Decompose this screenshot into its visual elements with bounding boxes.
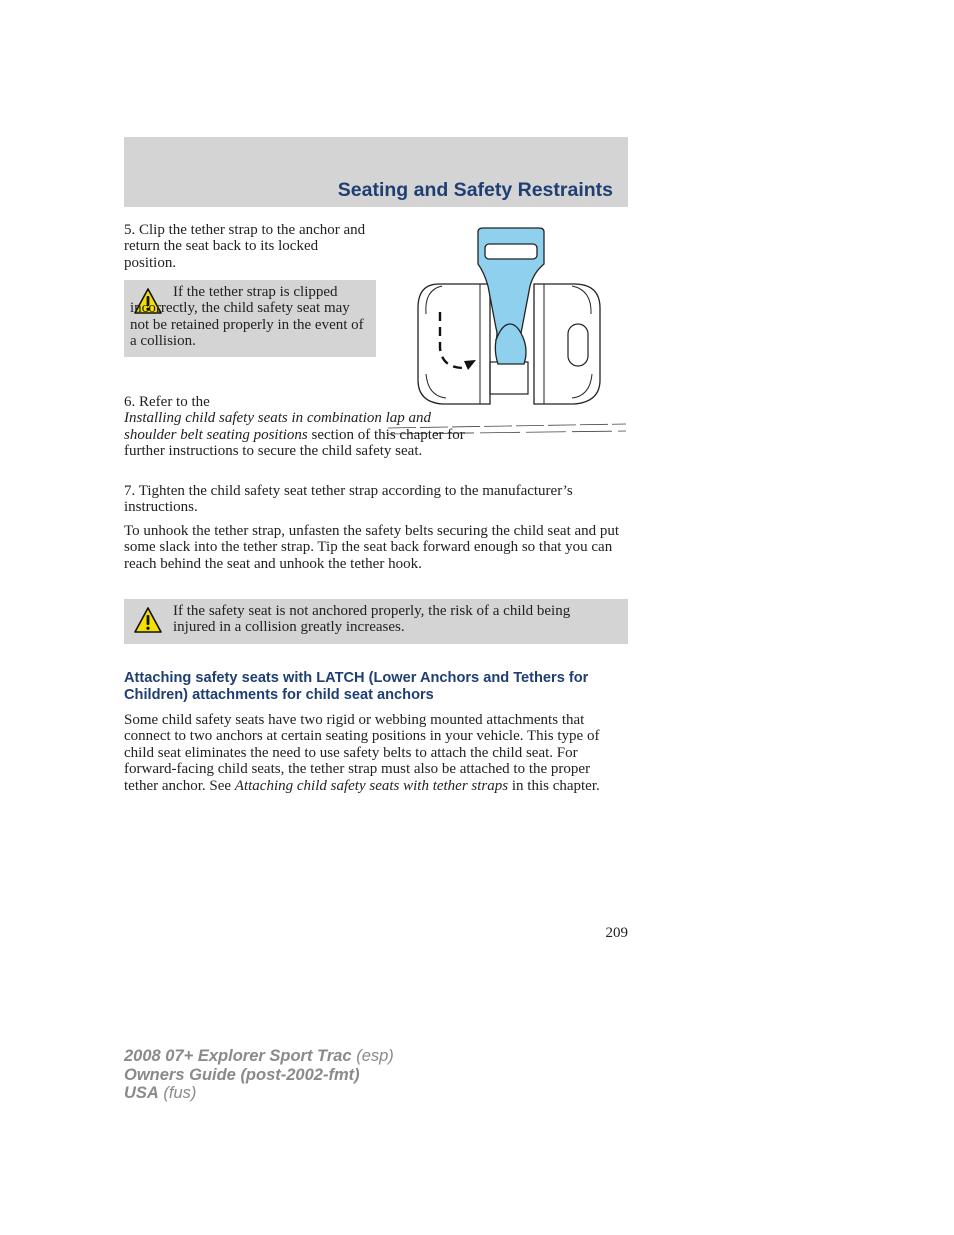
- footer-line-1: [124, 1047, 394, 1066]
- latch-body-pre: Some child safety seats have two rigid or webbing mounted attachments that connect to two anchors at certain seating positions in your vehicle. This type of child seat eliminates the need to use safety belts to attach the child seat. For forward-facing child seats, the tether strap must also be attached to the proper tether anchor. See: [124, 712, 600, 794]
- footer-line-3: [124, 1084, 394, 1103]
- latch-body-post: in this chapter.: [508, 777, 600, 794]
- warning-2-text: If the safety seat is not anchored properly, the risk of a child being injured in a collision greatly increases.: [173, 603, 571, 636]
- footer-line-2: [124, 1066, 394, 1085]
- warning-box-2: [124, 599, 628, 644]
- footer-region-code: (fus): [158, 1084, 197, 1102]
- header-band: [124, 137, 628, 207]
- document-footer: [124, 1047, 394, 1103]
- step-5-text: 5. Clip the tether strap to the anchor and return the seat back to its locked position.: [124, 222, 366, 271]
- step-6-text: [124, 394, 484, 460]
- latch-body: [124, 712, 626, 794]
- warning-triangle-icon: [133, 606, 163, 634]
- section-title: Seating and Safety Restraints: [337, 179, 613, 201]
- step-6-link-text: Installing child safety seats in combination lap and shoulder belt seating positions: [124, 410, 432, 443]
- latch-heading: Attaching safety seats with LATCH (Lower Anchors and Tethers for Children) attachments for child seat anchors: [124, 670, 589, 703]
- footer-guide: Owners Guide (post-2002-fmt): [124, 1065, 360, 1084]
- footer-region: USA: [124, 1084, 159, 1102]
- page-number: 209: [605, 925, 628, 941]
- step-6-pre: 6. Refer to the: [124, 394, 210, 410]
- latch-body-link-text: Attaching child safety seats with tether straps: [234, 777, 509, 794]
- step-7-text: 7. Tighten the child safety seat tether strap according to the manufacturer’s instructions.: [124, 483, 573, 516]
- footer-model: 2008 07+ Explorer Sport Trac: [124, 1047, 352, 1065]
- footer-model-code: (esp): [351, 1047, 394, 1065]
- warning-1-text: If the tether strap is clipped incorrectly, the child safety seat may not be retained properly in the event of a collision.: [130, 284, 364, 350]
- step-6-post: section of this chapter for further instructions to secure the child safety seat.: [124, 426, 465, 460]
- unhook-paragraph: To unhook the tether strap, unfasten the safety belts securing the child seat and put some slack into the tether strap. Tip the seat back forward enough so that you can reach behind the seat and unhook the tether hook.: [124, 523, 620, 572]
- warning-box-1: [124, 280, 376, 357]
